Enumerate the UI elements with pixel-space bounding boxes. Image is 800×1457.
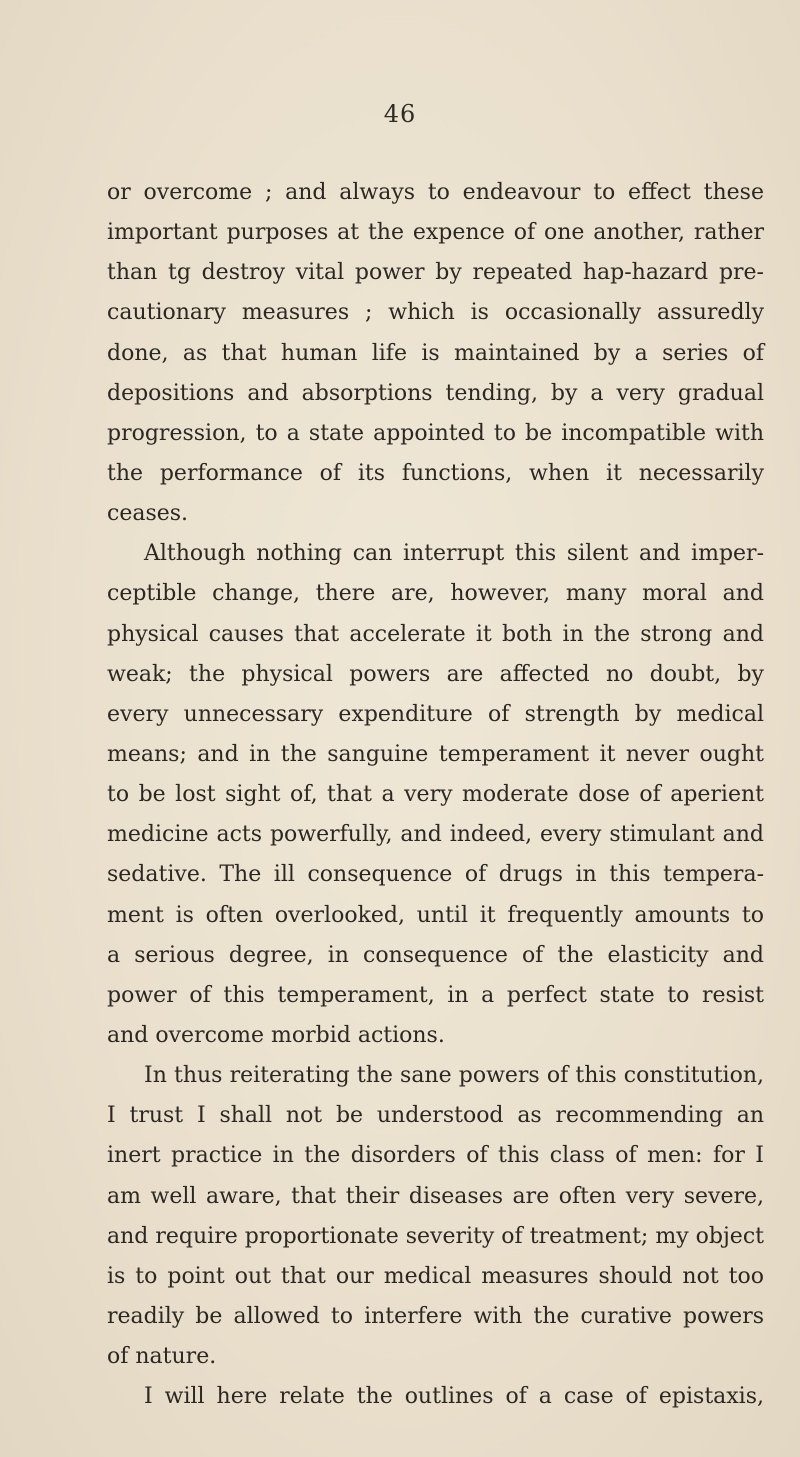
text-line: physical causes that accelerate it both in the strong and xyxy=(107,621,764,647)
text-line: am well aware, that their diseases are often very severe, xyxy=(107,1183,764,1209)
text-line: power of this temperament, in a perfect state to resist xyxy=(107,982,764,1008)
text-line: medicine acts powerfully, and indeed, every stimulant and xyxy=(107,822,764,848)
text-line: depositions and absorptions tending, by a very gradual xyxy=(107,380,764,406)
text-line: ceases. xyxy=(107,501,189,527)
text-line: Although nothing can interrupt this silent and imper- xyxy=(144,541,764,567)
text-line: the performance of its functions, when it necessarily xyxy=(107,460,764,486)
text-line: means; and in the sanguine temperament it never ought xyxy=(107,741,764,767)
text-line: I trust I shall not be understood as recommending an xyxy=(107,1103,764,1129)
text-line: In thus reiterating the sane powers of this constitution, xyxy=(144,1063,764,1089)
text-line: I will here relate the outlines of a case of epistaxis, xyxy=(144,1384,764,1410)
page-number: 46 xyxy=(383,100,417,128)
text-line: or overcome ; and always to endeavour to effect these xyxy=(107,180,764,205)
text-line: than tg destroy vital power by repeated hap-hazard pre- xyxy=(107,260,764,286)
text-line: cautionary measures ; which is occasionally assuredly xyxy=(107,300,764,326)
text-line: weak; the physical powers are affected no doubt, by xyxy=(107,661,764,687)
text-line: a serious degree, in consequence of the elasticity and xyxy=(107,942,764,968)
text-line: and require proportionate severity of treatment; my object xyxy=(107,1223,764,1249)
text-line: ceptible change, there are, however, many moral and xyxy=(107,581,764,607)
text-line: done, as that human life is maintained by a series of xyxy=(107,340,764,366)
text-line: every unnecessary expenditure of strength by medical xyxy=(107,701,764,727)
text-line: of nature. xyxy=(107,1344,217,1370)
text-line: progression, to a state appointed to be incompatible with xyxy=(107,420,764,446)
text-line: to be lost sight of, that a very moderate dose of aperient xyxy=(107,782,764,808)
text-line: is to point out that our medical measures should not too xyxy=(107,1263,764,1289)
text-line: ment is often overlooked, until it frequently amounts to xyxy=(107,902,764,928)
text-line: sedative. The ill consequence of drugs in this tempera- xyxy=(107,862,764,888)
text-line: readily be allowed to interfere with the curative powers xyxy=(107,1303,764,1329)
text-line: and overcome morbid actions. xyxy=(107,1022,445,1048)
text-line: inert practice in the disorders of this class of men: for I xyxy=(107,1143,764,1169)
body-text xyxy=(107,173,764,1417)
text-line: important purposes at the expence of one another, rather xyxy=(107,220,764,246)
